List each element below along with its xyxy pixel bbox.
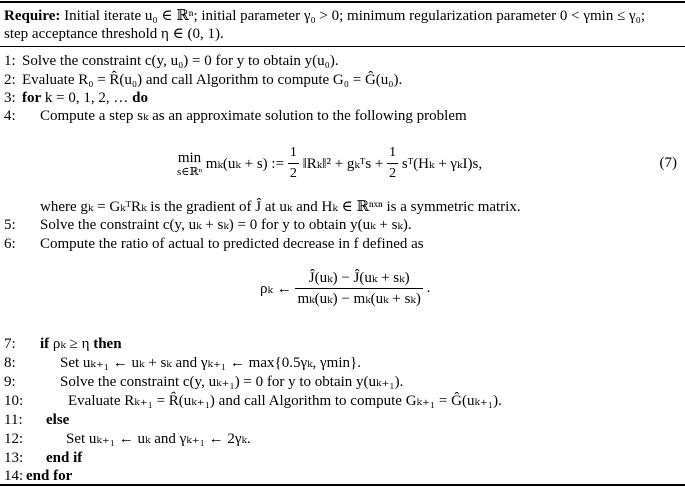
require-rule: [0, 46, 685, 47]
step-number: 13:: [4, 450, 24, 466]
step-text: Compute a step sₖ as an approximate solution to the following problem: [40, 108, 467, 124]
step-text: Evaluate Rₖ₊₁ = R̂(uₖ₊₁) and call Algorithm to compute Gₖ₊₁ = Ĝ(uₖ₊₁).: [68, 393, 502, 409]
require-keyword: Require:: [4, 8, 61, 24]
step-number: 7:: [4, 336, 16, 352]
for-keyword: for: [22, 90, 42, 106]
ratio-denominator: mₖ(uₖ) − mₖ(uₖ + sₖ): [297, 291, 421, 307]
equation-number: (7): [659, 155, 677, 171]
do-keyword: do: [132, 90, 148, 106]
step-number: 4:: [4, 108, 16, 124]
step-number: 14:: [4, 468, 24, 484]
step-text: Set uₖ₊₁ ← uₖ and γₖ₊₁ ← 2γₖ.: [66, 431, 251, 447]
half-numerator: 1: [387, 143, 398, 164]
step-text: Solve the constraint c(y, u₀) = 0 for y to obtain y(u₀).: [22, 53, 339, 69]
ratio-lhs: ρₖ ←: [260, 281, 292, 297]
step-text: Compute the ratio of actual to predicted decrease in f defined as: [40, 236, 424, 252]
step-number: 9:: [4, 374, 16, 390]
half-fraction-2: [387, 143, 398, 184]
step-text: Set uₖ₊₁ ← uₖ + sₖ and γₖ₊₁ ← max{0.5γₖ, γmin}.: [60, 355, 361, 371]
where-text: where gₖ = GₖᵀRₖ is the gradient of Ĵ at uₖ and Hₖ ∈ ℝⁿˣⁿ is a symmetric matrix.: [40, 199, 521, 215]
for-range: k = 0, 1, 2, …: [44, 90, 129, 106]
equation-7: [177, 143, 482, 184]
require-line-1: [4, 6, 645, 25]
model-function: mₖ(uₖ + s) :=: [205, 156, 288, 172]
ratio-period: .: [426, 280, 431, 296]
require-line-2: step acceptance threshold η ∈ (0, 1).: [4, 26, 224, 42]
step-number: 12:: [4, 431, 24, 447]
step-number: 3:: [4, 90, 16, 106]
step-number: 5:: [4, 217, 16, 233]
half-fraction: [288, 143, 299, 184]
step-number: 11:: [4, 412, 23, 428]
step-number: 6:: [4, 236, 16, 252]
end-for-keyword: end for: [26, 468, 73, 484]
min-subscript: s∈ℝⁿ: [177, 165, 203, 178]
min-operator: min: [177, 149, 202, 166]
step-number: 8:: [4, 355, 16, 371]
else-keyword: else: [46, 412, 70, 428]
require-text-1: Initial iterate u₀ ∈ ℝⁿ; initial parameter γ₀ > 0; minimum regularization parameter 0 < γmin ≤ γ₀;: [64, 8, 646, 24]
step-number: 1:: [4, 53, 16, 69]
then-keyword: then: [93, 336, 122, 352]
ratio-equation: [260, 268, 430, 309]
half-numerator: 1: [288, 143, 299, 164]
ratio-numerator: Ĵ(uₖ) − Ĵ(uₖ + sₖ): [295, 268, 422, 289]
regularized-term: sᵀ(Hₖ + γₖI)s,: [401, 156, 483, 172]
quadratic-terms: ‖Rₖ‖² + gₖᵀs +: [302, 156, 388, 172]
ratio-fraction: [295, 268, 422, 309]
step-text: Solve the constraint c(y, uₖ₊₁) = 0 for y to obtain y(uₖ₊₁).: [60, 374, 404, 390]
top-rule: [0, 1, 685, 3]
step-number: 2:: [4, 72, 16, 88]
step-text: [22, 89, 148, 107]
step-text: Solve the constraint c(y, uₖ + sₖ) = 0 for y to obtain y(uₖ + sₖ).: [40, 217, 412, 233]
half-denominator: 2: [289, 166, 297, 181]
step-text: Evaluate R₀ = R̂(u₀) and call Algorithm to compute G₀ = Ĝ(u₀).: [22, 72, 403, 88]
step-text: [40, 335, 122, 353]
half-denominator: 2: [389, 166, 397, 181]
end-if-keyword: end if: [46, 450, 83, 466]
if-condition: ρₖ ≥ η: [52, 336, 90, 352]
if-keyword: if: [40, 336, 50, 352]
bottom-rule: [0, 484, 685, 486]
step-number: 10:: [4, 393, 24, 409]
